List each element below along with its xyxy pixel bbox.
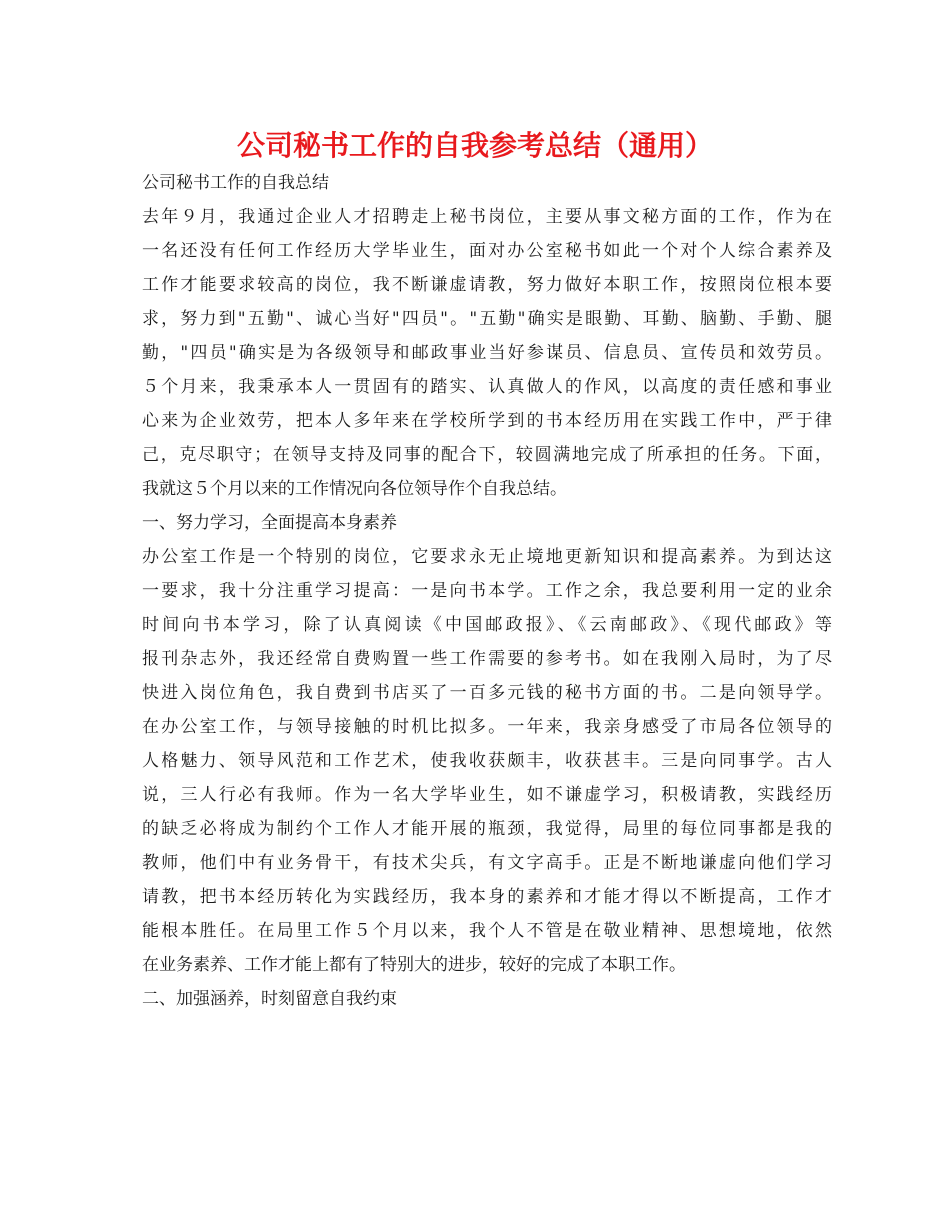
paragraph-line: 一名还没有任何工作经历大学毕业生，面对办公室秘书如此一个对个人综合素养及 [142, 241, 832, 261]
paragraph-line: 办公室工作是一个特别的岗位，它要求永无止境地更新知识和提高素养。为到达这 [142, 547, 832, 567]
paragraph-line: 教师，他们中有业务骨干，有技术尖兵，有文字高手。正是不断地谦虚向他们学习 [142, 853, 832, 873]
paragraph-line: 说，三人行必有我师。作为一名大学毕业生，如不谦虚学习，积极请教，实践经历 [142, 785, 832, 805]
paragraph-line: 的缺乏必将成为制约个工作人才能开展的瓶颈，我觉得，局里的每位同事都是我的 [142, 819, 832, 839]
paragraph-line: 工作才能要求较高的岗位，我不断谦虚请教，努力做好本职工作，按照岗位根本要 [142, 275, 832, 295]
paragraph-line: 在办公室工作，与领导接触的时机比拟多。一年来，我亲身感受了市局各位领导的 [142, 717, 832, 737]
paragraph-line: 在业务素养、工作才能上都有了特别大的进步，较好的完成了本职工作。 [142, 955, 686, 975]
paragraph-line: 己，克尽职守；在领导支持及同事的配合下，较圆满地完成了所承担的任务。下面， [142, 445, 832, 465]
paragraph-line: 人格魅力、领导风范和工作艺术，使我收获颇丰，收获甚丰。三是向同事学。古人 [142, 751, 832, 771]
paragraph-line: 去年９月，我通过企业人才招聘走上秘书岗位，主要从事文秘方面的工作，作为在 [142, 207, 832, 227]
document-title: 公司秘书工作的自我参考总结（通用） [236, 129, 713, 162]
section-heading-2: 二、加强涵养，时刻留意自我约束 [142, 989, 397, 1009]
paragraph-line: 心来为企业效劳，把本人多年来在学校所学到的书本经历用在实践工作中，严于律 [142, 411, 832, 431]
paragraph-line: 报刊杂志外，我还经常自费购置一些工作需要的参考书。如在我刚入局时，为了尽 [142, 649, 832, 669]
paragraph-line: 一要求，我十分注重学习提高：一是向书本学。工作之余，我总要利用一定的业余 [142, 581, 832, 601]
document-body [142, 166, 832, 1016]
section-heading-1: 一、努力学习，全面提高本身素养 [142, 513, 397, 533]
paragraph-line: 请教，把书本经历转化为实践经历，我本身的素养和才能才得以不断提高，工作才 [142, 887, 832, 907]
paragraph-line: 快进入岗位角色，我自费到书店买了一百多元钱的秘书方面的书。二是向领导学。 [142, 683, 832, 703]
paragraph-line: ５个月来，我秉承本人一贯固有的踏实、认真做人的作风，以高度的责任感和事业 [142, 377, 832, 397]
paragraph-line: 时间向书本学习，除了认真阅读《中国邮政报》、《云南邮政》、《现代邮政》等 [142, 615, 832, 635]
paragraph-line: 求，努力到"五勤"、诚心当好"四员"。"五勤"确实是眼勤、耳勤、脑勤、手勤、腿 [142, 309, 832, 329]
subtitle-line: 公司秘书工作的自我总结 [142, 173, 329, 193]
paragraph-line: 能根本胜任。在局里工作５个月以来，我个人不管是在敬业精神、思想境地，依然 [142, 921, 832, 941]
paragraph-line: 勤，"四员"确实是为各级领导和邮政事业当好参谋员、信息员、宣传员和效劳员。 [142, 343, 832, 363]
paragraph-line: 我就这５个月以来的工作情况向各位领导作个自我总结。 [142, 479, 567, 499]
